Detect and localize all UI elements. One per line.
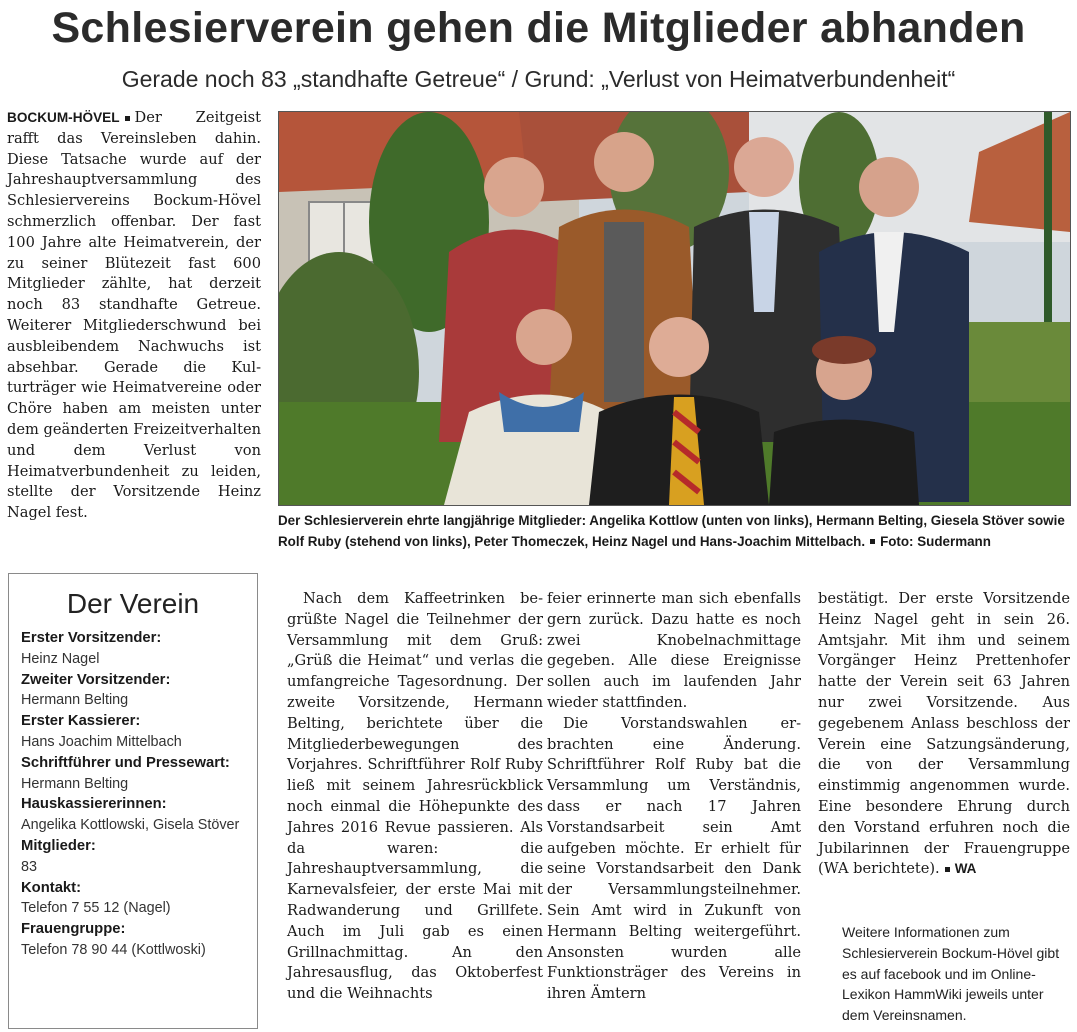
info-box <box>8 573 258 1029</box>
body-column-1 <box>287 589 543 1005</box>
info-entry <box>21 919 245 961</box>
info-entry <box>21 794 245 836</box>
info-value: Telefon 78 90 44 (Kottlwoski) <box>21 941 206 958</box>
info-entry <box>21 628 245 670</box>
info-label: Erster Kassierer: <box>21 713 141 730</box>
info-value: Hermann Belting <box>21 775 129 792</box>
author-tag: WA <box>954 861 977 877</box>
bullet-square-icon <box>125 116 130 121</box>
info-label: Schriftführer und Pressewart: <box>21 754 230 771</box>
info-value: Hermann Belting <box>21 692 129 709</box>
info-value: Heinz Nagel <box>21 650 100 667</box>
info-box-title: Der Verein <box>66 588 200 619</box>
info-entry <box>21 711 245 753</box>
info-value: 83 <box>21 858 38 875</box>
photo-caption <box>278 511 1069 552</box>
subheadline: Gerade noch 83 „standhafte Getreue“ / Grund: „Verlust von Heimatverbundenheit“ <box>121 66 956 92</box>
info-value: Telefon 7 55 12 (Nagel) <box>21 900 171 917</box>
body-paragraph <box>818 589 1070 880</box>
body-paragraph: Die Vorstandswahlen erbrachten eine Änderung. Schriftführer Rolf Ruby bat die Versammlung um Verständnis, dass er nach 17 Jahren Vorstandsarbeit sein Amt aufgeben möchte. Er erhielt für seine Vorstandsarbeit den Dank der Versammlungsteilnehmer. Sein Amt wird in Zukunft von Hermann Belting weitergeführt. Ansonsten wurden alle Funktionsträger des Vereins in ihren Ämtern <box>547 714 801 1003</box>
info-entry <box>21 753 245 795</box>
body-paragraph: Nach dem Kaffeetrinken begrüßte Nagel die Teilnehmer der Versammlung mit dem Gruß: „Grüß die Heimat“ und verlas die umfangreiche Tagesordnung. Der zweite Vorsitzende, Hermann Belting, berichtete über die Mitgliederbewegungen des Vorjahres. Schriftführer Rolf Ruby ließ mit seinem Jahresrückblick noch einmal die Höhepunkte des Jahres 2016 Revue passieren. Als da waren: die Jahreshauptversammlung, die Karnevalsfeier, der erste Mai mit Radwanderung und Grillfete. Auch im Juli gab es einen Grillnachmittag. An den Jahresausflug, das Oktoberfest und die Weihnachts <box>287 590 543 1003</box>
info-label: Zweiter Vorsitzender: <box>21 671 171 688</box>
body-column-3 <box>818 589 1070 880</box>
info-entry <box>21 878 245 920</box>
info-label: Erster Vorsitzender: <box>21 630 162 646</box>
lead-paragraph <box>7 108 261 524</box>
photo-credit: Foto: Sudermann <box>880 533 991 549</box>
info-label: Frauengruppe: <box>21 921 126 938</box>
info-value: Angelika Kottlowski, Gisela Stöver <box>21 817 240 834</box>
headline: Schlesierverein gehen die Mitglieder abhanden <box>51 4 1026 52</box>
group-photo <box>278 111 1071 506</box>
bullet-square-icon <box>945 867 950 872</box>
body-text: bestätigt. Der erste Vorsitzende Heinz Nagel geht in sein 26. Amtsjahr. Mit ihm und seinem Vorgänger Heinz Prettenhofer hatte der Verein seit 63 Jahren nur zwei Vorsitzende. Aus gegebenem Anlass beschloss der Verein eine Satzungsänderung, die von der Versammlung einstimmig angenommen wurde. Eine besondere Ehrung durch den Vorstand erfuhren noch die Jubilarinnen der Frauengruppe (WA berichtete). <box>818 590 1070 878</box>
dateline: BOCKUM-HÖVEL <box>7 110 120 125</box>
info-entry <box>21 670 245 712</box>
info-label: Hauskassiererinnen: <box>21 796 167 813</box>
info-label: Mitglieder: <box>21 837 96 854</box>
body-paragraph: feier erinnerte man sich ebenfalls gern zurück. Dazu hatte es noch zwei Knobelnachmittage gegeben. Alle diese Ereignisse sollen auch im laufenden Jahr wieder stattfinden. <box>547 590 801 711</box>
body-column-2 <box>547 589 801 1005</box>
info-label: Kontakt: <box>21 879 82 896</box>
info-value: Hans Joachim Mittelbach <box>21 733 182 750</box>
more-info-note: Weitere Informationen zum Schlesierverein Bockum-Hövel gibt es auf facebook und im Online-Lexikon HammWiki jeweils unter dem Vereinsnamen. <box>842 924 1060 1024</box>
bullet-square-icon <box>870 539 875 544</box>
info-entry <box>21 836 245 878</box>
caption-text: Der Schlesierverein ehrte langjährige Mitglieder: Angelika Kottlow (unten von links), Hermann Belting, Giesela Stöver sowie Rolf Ruby (stehend von links), Peter Thomeczek, Heinz Nagel und Hans-Joachim Mittelbach. <box>278 513 1065 549</box>
lead-text: Der Zeitgeist rafft das Vereinsleben dahin. Diese Tatsache wurde auf der Jahreshauptversammlung des Schlesiervereins Bockum-Hövel schmerzlich offenbar. Der fast 100 Jahre alte Heimatverein, der zu seiner Blütezeit fast 600 Mitglieder zählte, hat derzeit noch 83 standhafte Getreue. Weiterer Mitgliederschwund bei ausbleibendem Nachwuchs ist absehbar. Gerade die Kulturträger wie Heimatvereine oder Chöre haben am meisten unter dem geänderten Freizeitverhalten und dem Verlust von Heimatverbundenheit zu leiden, stellte der Vorsitzende Heinz Nagel fest. <box>7 109 261 522</box>
